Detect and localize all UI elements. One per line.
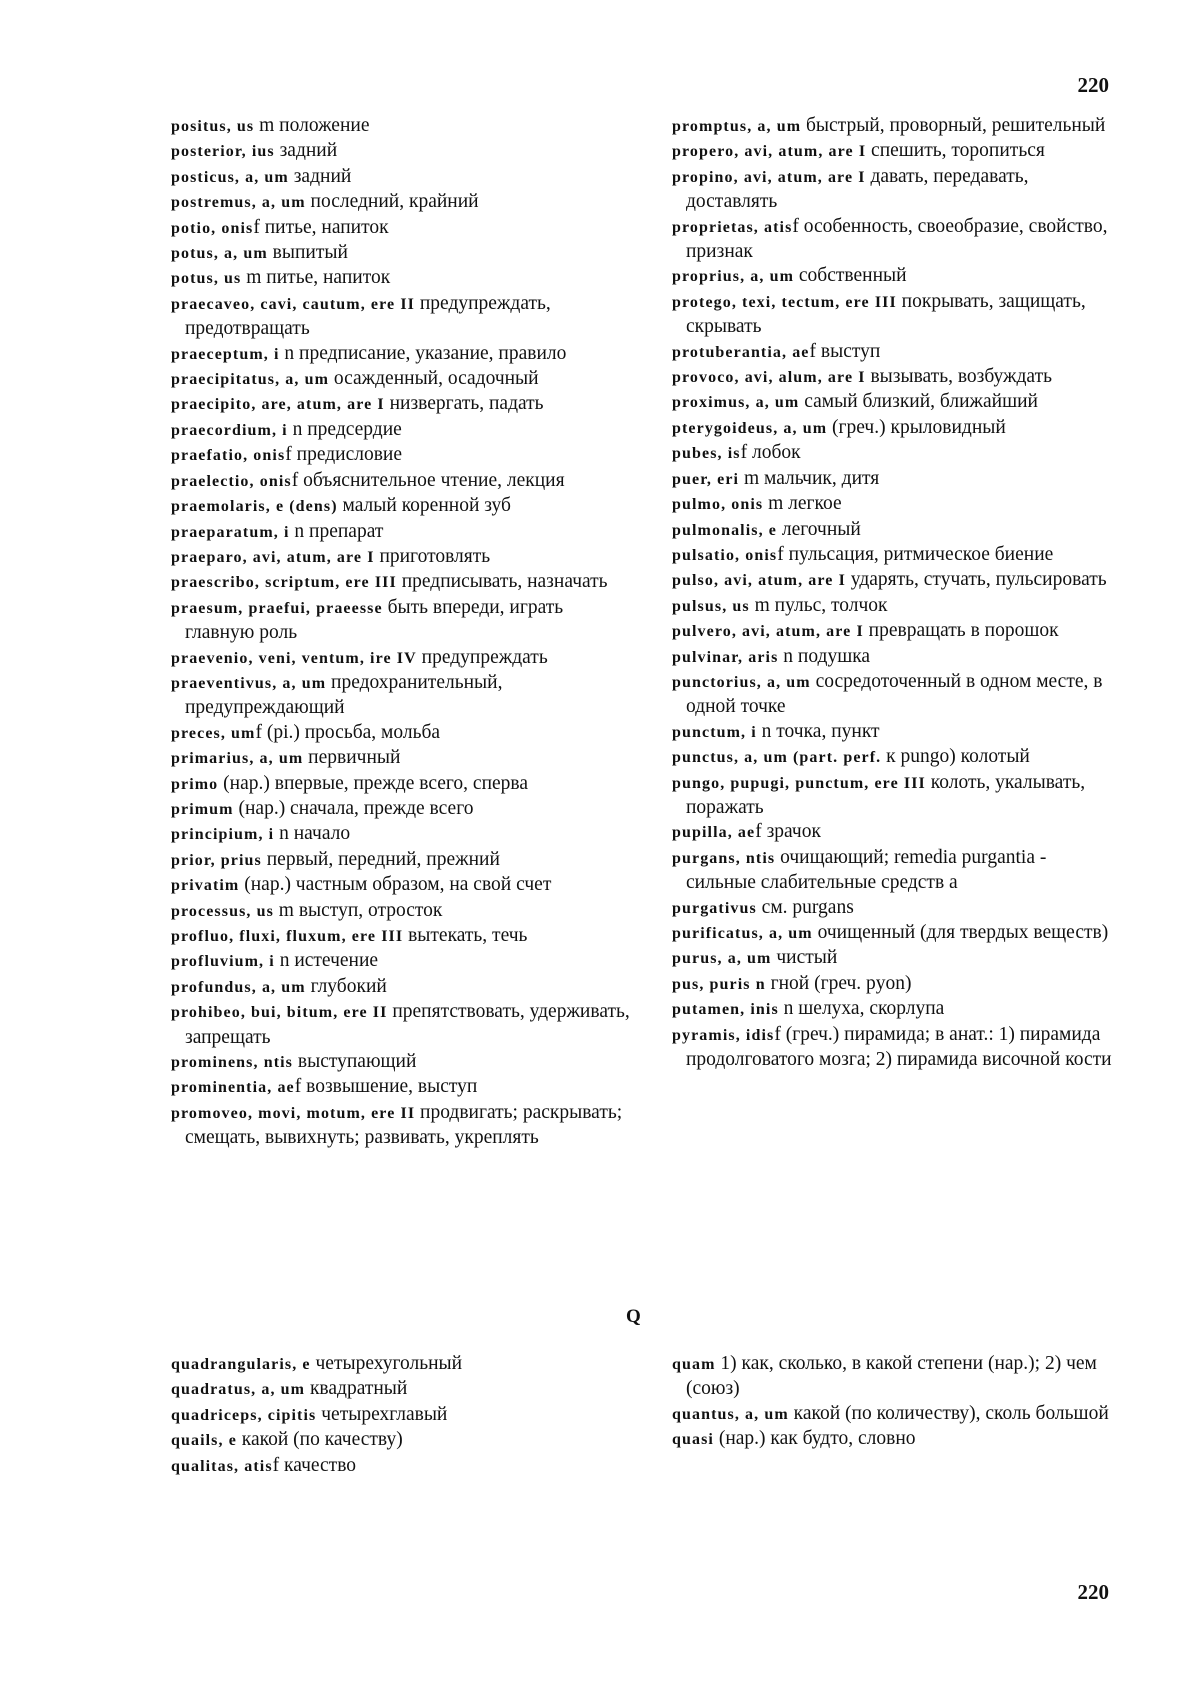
entry-definition: собственный bbox=[794, 265, 907, 287]
entry-definition: глубокий bbox=[305, 975, 387, 997]
entry-definition: f качество bbox=[272, 1454, 357, 1476]
entry-definition: n шелуха, скорлупа bbox=[778, 998, 945, 1020]
entry-definition: n предписание, указание, правило bbox=[279, 342, 567, 364]
entry-headword: pterygoideus, a, um bbox=[672, 419, 828, 437]
dictionary-entry bbox=[171, 772, 631, 797]
dictionary-entry bbox=[672, 543, 1117, 568]
dictionary-entry bbox=[171, 443, 631, 468]
dictionary-entry bbox=[672, 720, 1117, 745]
dictionary-entry bbox=[672, 1427, 1117, 1452]
dictionary-entry bbox=[672, 972, 1117, 997]
dictionary-entry bbox=[672, 467, 1117, 492]
entry-headword: quails, e bbox=[171, 1432, 237, 1450]
entry-headword: prior, prius bbox=[171, 851, 262, 869]
entry-definition: осажденный, осадочный bbox=[329, 368, 539, 390]
entry-definition: очищающий; remedia purgantia - сильные слабительные средств а bbox=[686, 846, 1047, 894]
dictionary-entry bbox=[171, 367, 631, 392]
dictionary-entry bbox=[672, 390, 1117, 415]
entry-headword: quantus, a, um bbox=[672, 1405, 789, 1423]
entry-headword: pulvinar, aris bbox=[672, 648, 779, 666]
dictionary-entry bbox=[171, 1050, 631, 1075]
dictionary-entry bbox=[171, 671, 631, 721]
entry-definition: четырехугольный bbox=[310, 1353, 463, 1374]
dictionary-entry bbox=[672, 518, 1117, 543]
entry-headword: primarius, a, um bbox=[171, 750, 304, 768]
dictionary-entry bbox=[672, 340, 1117, 365]
entry-headword: potus, a, um bbox=[171, 245, 268, 263]
entry-definition: выступающий bbox=[293, 1051, 417, 1073]
dictionary-entry bbox=[672, 1023, 1117, 1073]
dictionary-entry bbox=[672, 416, 1117, 441]
entry-headword: praeceptum, i bbox=[171, 345, 280, 363]
dictionary-entry bbox=[672, 492, 1117, 517]
entry-definition: предупреждать, предотвращать bbox=[185, 292, 551, 340]
entry-definition: превращать в порошок bbox=[863, 620, 1059, 642]
entry-headword: praeparatum, i bbox=[171, 523, 290, 541]
dictionary-entry bbox=[672, 165, 1117, 215]
entry-headword: privatim bbox=[171, 877, 240, 895]
section-letter: Q bbox=[626, 1306, 641, 1327]
dictionary-entry bbox=[171, 873, 631, 898]
entry-headword: propino, avi, atum, are I bbox=[672, 168, 866, 186]
entry-definition: f зрачок bbox=[755, 821, 821, 843]
entry-headword: protuberantia, ae bbox=[672, 343, 810, 361]
entry-definition: предупреждать bbox=[416, 646, 548, 668]
entry-headword: purificatus, a, um bbox=[672, 925, 813, 942]
entry-definition: f особенность, своеобразие, свойство, признак bbox=[686, 215, 1108, 263]
entry-headword: primum bbox=[171, 800, 234, 818]
entry-headword: pulso, avi, atum, are I bbox=[672, 572, 846, 590]
dictionary-entry bbox=[171, 520, 631, 545]
entry-headword: pyramis, idis bbox=[672, 1026, 775, 1044]
entry-definition: f возвышение, выступ bbox=[294, 1076, 478, 1098]
entry-headword: praesum, praefui, praeesse bbox=[171, 599, 383, 617]
entry-definition: приготовлять bbox=[374, 545, 491, 567]
dictionary-entry bbox=[171, 1428, 631, 1453]
entry-headword: prohibeo, bui, bitum, ere II bbox=[171, 1004, 388, 1022]
dictionary-entry bbox=[672, 594, 1117, 619]
entry-definition: m выступ, отросток bbox=[273, 899, 443, 921]
entry-headword: quadrangularis, e bbox=[171, 1356, 311, 1373]
entry-headword: quasi bbox=[672, 1431, 714, 1449]
entry-definition: сосредоточенный в одном месте, в одной точке bbox=[686, 670, 1103, 718]
dictionary-entry bbox=[171, 1000, 631, 1050]
entry-headword: pulmonalis, e bbox=[672, 521, 777, 539]
entry-definition: к pungo) колотый bbox=[881, 746, 1030, 768]
entry-definition: n препарат bbox=[289, 520, 384, 542]
dictionary-entry bbox=[171, 216, 631, 241]
entry-headword: quadratus, a, um bbox=[171, 1381, 306, 1399]
dictionary-entry bbox=[672, 1352, 1117, 1402]
dictionary-entry bbox=[171, 797, 631, 822]
entry-headword: principium, i bbox=[171, 826, 275, 844]
dictionary-entry bbox=[171, 266, 631, 291]
entry-headword: pulsus, us bbox=[672, 597, 750, 615]
entry-headword: postremus, a, um bbox=[171, 194, 306, 212]
dictionary-entry bbox=[672, 1402, 1117, 1427]
entry-definition: быть впереди, играть главную роль bbox=[185, 596, 564, 644]
dictionary-entry bbox=[171, 570, 631, 595]
entry-definition: f лобок bbox=[740, 442, 801, 464]
dictionary-entry bbox=[672, 820, 1117, 845]
entry-definition: (нар.) как будто, словно bbox=[713, 1428, 916, 1450]
dictionary-entry bbox=[672, 896, 1117, 921]
entry-definition: f питье, напиток bbox=[253, 216, 389, 238]
entry-definition: гной (греч. pyon) bbox=[765, 972, 912, 994]
entry-headword: pus, puris n bbox=[672, 975, 766, 993]
entry-headword: putamen, inis bbox=[672, 1001, 779, 1019]
dictionary-entry bbox=[171, 822, 631, 847]
entry-headword: praecaveo, cavi, cautum, ere II bbox=[171, 295, 415, 313]
dictionary-entry bbox=[171, 596, 631, 646]
entry-headword: primo bbox=[171, 775, 219, 793]
entry-headword: preces, um bbox=[171, 724, 256, 742]
dictionary-entry bbox=[171, 494, 631, 519]
entry-headword: positus, us bbox=[171, 118, 255, 135]
dictionary-entry bbox=[672, 921, 1117, 946]
entry-headword: praecipito, are, atum, are I bbox=[171, 396, 385, 414]
entry-headword: pungo, pupugi, punctum, ere III bbox=[672, 774, 926, 792]
entry-definition: f объяснительное чтение, лекция bbox=[291, 469, 565, 491]
entry-definition: колоть, укалывать, поражать bbox=[686, 771, 1086, 818]
entry-headword: proximus, a, um bbox=[672, 394, 800, 412]
dictionary-entry bbox=[672, 997, 1117, 1022]
dictionary-entry bbox=[171, 1075, 631, 1100]
dictionary-entry bbox=[672, 670, 1117, 720]
dictionary-entry bbox=[171, 949, 631, 974]
dictionary-entry bbox=[171, 241, 631, 266]
entry-headword: prominens, ntis bbox=[171, 1054, 294, 1072]
page-number-bottom: 220 bbox=[1077, 1580, 1109, 1604]
entry-definition: препятствовать, удерживать, запрещать bbox=[185, 1001, 630, 1048]
entry-headword: prominentia, ae bbox=[171, 1079, 295, 1097]
entry-definition: задний bbox=[288, 165, 352, 187]
entry-definition: продвигать; раскрывать; смещать, вывихнуть; развивать, укреплять bbox=[185, 1101, 623, 1149]
entry-headword: provoco, avi, alum, are I bbox=[672, 369, 866, 387]
entry-definition: низвергать, падать bbox=[384, 393, 544, 415]
dictionary-entry bbox=[171, 848, 631, 873]
entry-definition: n предсердие bbox=[287, 418, 402, 440]
entry-definition: f предисловие bbox=[285, 444, 403, 466]
entry-definition: m пульс, толчок bbox=[749, 594, 888, 616]
entry-definition: вытекать, течь bbox=[403, 925, 528, 946]
entry-definition: легочный bbox=[777, 518, 861, 540]
entry-headword: profundus, a, um bbox=[171, 978, 306, 996]
dictionary-entry bbox=[672, 215, 1117, 265]
entry-headword: profluvium, i bbox=[171, 953, 275, 971]
entry-definition: f пульсация, ритмическое биение bbox=[777, 543, 1054, 565]
entry-headword: praemolaris, e (dens) bbox=[171, 498, 338, 516]
entry-definition: n точка, пункт bbox=[756, 720, 880, 742]
entry-headword: proprius, a, um bbox=[672, 268, 795, 286]
entry-headword: promoveo, movi, motum, ere II bbox=[171, 1104, 416, 1122]
entry-headword: qualitas, atis bbox=[171, 1457, 273, 1475]
dictionary-entry bbox=[171, 721, 631, 746]
dictionary-entry bbox=[171, 114, 631, 139]
dictionary-entry bbox=[171, 1454, 631, 1479]
entry-definition: n истечение bbox=[274, 950, 379, 972]
dictionary-entry bbox=[171, 342, 631, 367]
entry-headword: punctus, a, um (part. perf. bbox=[672, 749, 882, 767]
dictionary-entry bbox=[672, 264, 1117, 289]
dictionary-entry bbox=[672, 846, 1117, 896]
entry-headword: praeventivus, a, um bbox=[171, 674, 327, 692]
q-right-column bbox=[672, 1352, 1117, 1453]
entry-headword: praescribo, scriptum, ere III bbox=[171, 574, 397, 592]
entry-headword: puer, eri bbox=[672, 470, 740, 488]
dictionary-entry bbox=[672, 745, 1117, 770]
entry-headword: pulsatio, onis bbox=[672, 546, 778, 564]
entry-definition: m положение bbox=[254, 115, 370, 136]
entry-definition: n подушка bbox=[778, 645, 871, 667]
entry-headword: pulmo, onis bbox=[672, 496, 764, 514]
dictionary-entry bbox=[171, 1403, 631, 1428]
entry-definition: очищенный (для твердых веществ) bbox=[812, 922, 1109, 943]
entry-headword: quadriceps, cipitis bbox=[171, 1406, 317, 1424]
entry-headword: praeparo, avi, atum, are I bbox=[171, 548, 375, 566]
dictionary-entry bbox=[171, 469, 631, 494]
entry-definition: ударять, стучать, пульсировать bbox=[845, 569, 1107, 591]
entry-definition: четырехглавый bbox=[316, 1403, 448, 1425]
dictionary-entry bbox=[672, 619, 1117, 644]
entry-definition: (нар.) впервые, прежде всего, сперва bbox=[218, 772, 529, 794]
entry-definition: (нар.) частным образом, на свой счет bbox=[239, 874, 552, 896]
entry-headword: protego, texi, tectum, ere III bbox=[672, 293, 897, 311]
entry-definition: давать, передавать, доставлять bbox=[686, 165, 1029, 213]
entry-definition: первый, передний, прежний bbox=[261, 848, 500, 870]
dictionary-entry bbox=[171, 899, 631, 924]
dictionary-entry bbox=[171, 646, 631, 671]
entry-headword: praelectio, onis bbox=[171, 472, 292, 490]
dictionary-entry bbox=[672, 441, 1117, 466]
entry-definition: самый близкий, ближайший bbox=[799, 391, 1038, 413]
entry-definition: выпитый bbox=[267, 242, 348, 264]
entry-headword: praecordium, i bbox=[171, 421, 288, 439]
entry-definition: чистый bbox=[771, 947, 838, 969]
dictionary-entry bbox=[672, 114, 1117, 139]
entry-headword: punctum, i bbox=[672, 723, 757, 741]
entry-definition: какой (по количеству), сколь большой bbox=[788, 1402, 1109, 1424]
dictionary-entry bbox=[171, 924, 631, 949]
page-number-top: 220 bbox=[1077, 73, 1109, 97]
dictionary-entry bbox=[672, 290, 1117, 340]
entry-definition: спешить, торопиться bbox=[866, 140, 1045, 162]
dictionary-entry bbox=[171, 746, 631, 771]
entry-headword: punctorius, a, um bbox=[672, 673, 811, 691]
entry-headword: propero, avi, atum, are I bbox=[672, 143, 867, 161]
entry-headword: pulvero, avi, atum, are I bbox=[672, 623, 864, 641]
dictionary-entry bbox=[171, 418, 631, 443]
entry-definition: f (греч.) пирамида; в анат.: 1) пирамида продолговатого мозга; 2) пирамида височной кости bbox=[686, 1023, 1112, 1071]
dictionary-entry bbox=[171, 139, 631, 164]
entry-headword: pupilla, ae bbox=[672, 824, 756, 842]
entry-definition: вызывать, возбуждать bbox=[865, 366, 1052, 388]
entry-headword: purgativus bbox=[672, 899, 757, 917]
entry-headword: posterior, ius bbox=[171, 143, 275, 161]
entry-definition: m легкое bbox=[763, 493, 842, 515]
dictionary-entry bbox=[672, 365, 1117, 390]
entry-definition: покрывать, защищать, скрывать bbox=[686, 290, 1086, 338]
entry-headword: praevenio, veni, ventum, ire IV bbox=[171, 649, 417, 667]
entry-headword: profluo, fluxi, fluxum, ere III bbox=[171, 928, 404, 945]
right-column bbox=[672, 114, 1117, 1072]
entry-definition: n начало bbox=[274, 823, 351, 845]
dictionary-entry bbox=[672, 568, 1117, 593]
dictionary-entry bbox=[171, 975, 631, 1000]
entry-definition: см. purgans bbox=[756, 896, 854, 918]
entry-definition: первичный bbox=[303, 747, 401, 769]
dictionary-entry bbox=[171, 292, 631, 342]
entry-definition: (греч.) крыловидный bbox=[827, 416, 1006, 438]
dictionary-entry bbox=[171, 165, 631, 190]
left-column bbox=[171, 114, 631, 1151]
entry-headword: purus, a, um bbox=[672, 950, 772, 968]
entry-headword: praefatio, onis bbox=[171, 447, 286, 465]
entry-definition: f (pi.) просьба, мольба bbox=[255, 721, 441, 743]
dictionary-entry bbox=[672, 645, 1117, 670]
dictionary-entry bbox=[672, 771, 1117, 821]
dictionary-entry bbox=[171, 545, 631, 570]
entry-headword: potio, onis bbox=[171, 219, 254, 237]
dictionary-entry bbox=[171, 190, 631, 215]
entry-definition: малый коренной зуб bbox=[337, 495, 511, 517]
entry-headword: promptus, a, um bbox=[672, 118, 802, 135]
entry-definition: m мальчик, дитя bbox=[739, 467, 880, 489]
dictionary-entry bbox=[171, 1377, 631, 1402]
dictionary-entry bbox=[171, 1352, 631, 1377]
entry-headword: potus, us bbox=[171, 270, 242, 288]
entry-definition: 1) как, сколько, в какой степени (нар.); 2) чем (союз) bbox=[686, 1353, 1097, 1400]
entry-headword: quam bbox=[672, 1356, 716, 1373]
entry-definition: квадратный bbox=[305, 1378, 408, 1400]
entry-definition: m питье, напиток bbox=[241, 267, 391, 289]
entry-definition: какой (по качеству) bbox=[236, 1429, 403, 1451]
entry-definition: предохранительный, предупреждающий bbox=[185, 671, 503, 719]
dictionary-entry bbox=[171, 392, 631, 417]
entry-headword: pubes, is bbox=[672, 445, 741, 463]
dictionary-entry bbox=[672, 139, 1117, 164]
entry-definition: предписывать, назначать bbox=[396, 571, 608, 593]
entry-headword: praecipitatus, a, um bbox=[171, 371, 329, 389]
entry-definition: f выступ bbox=[809, 340, 881, 362]
entry-headword: proprietas, atis bbox=[672, 218, 793, 236]
dictionary-entry bbox=[171, 1101, 631, 1151]
dictionary-entry bbox=[672, 946, 1117, 971]
entry-definition: задний bbox=[274, 140, 338, 162]
entry-headword: processus, us bbox=[171, 902, 274, 920]
entry-headword: posticus, a, um bbox=[171, 168, 289, 186]
entry-definition: последний, крайний bbox=[305, 191, 479, 213]
q-left-column bbox=[171, 1352, 631, 1479]
entry-headword: purgans, ntis bbox=[672, 849, 776, 867]
entry-definition: (нар.) сначала, прежде всего bbox=[233, 797, 474, 819]
entry-definition: быстрый, проворный, решительный bbox=[801, 115, 1106, 136]
